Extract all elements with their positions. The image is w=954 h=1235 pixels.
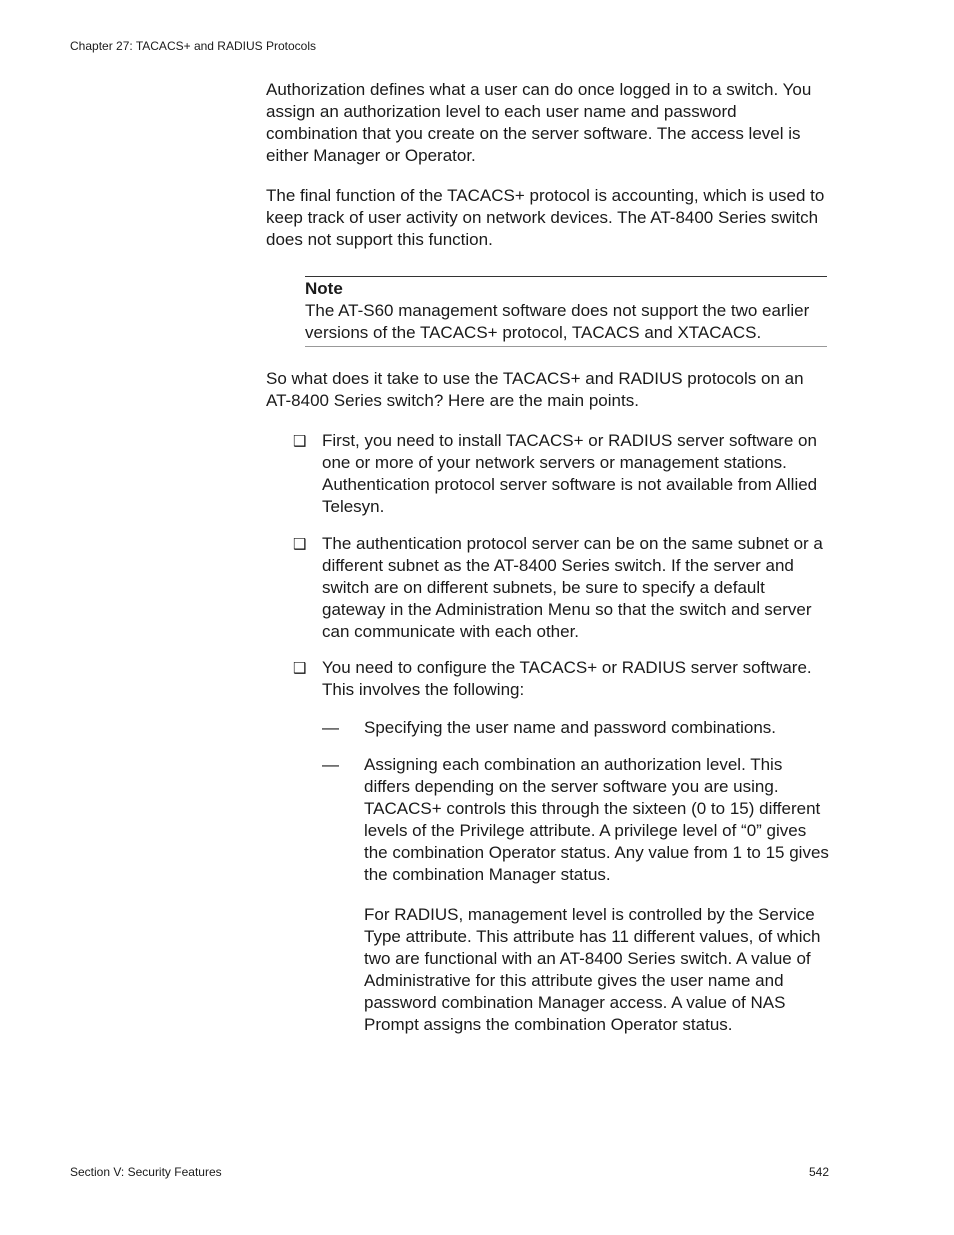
running-header: Chapter 27: TACACS+ and RADIUS Protocols: [70, 39, 316, 53]
footer-section: Section V: Security Features: [70, 1165, 222, 1179]
sub-item-radius-paragraph: For RADIUS, management level is controlled by the Service Type attribute. This attribute has 11 different values, of which two are functional with an AT-8400 Series switch. A value of Administrative for this attribute gives the user name and password combination Manager access. A value of NAS Prompt assigns the combination Operator status.: [364, 905, 821, 1034]
sub-item-authorization-level: Assigning each combination an authorization level. This differs depending on the server software you are using. TACACS+ controls this through the sixteen (0 to 15) different levels of the Privilege attribute. A privilege level of “0” gives the combination Operator status. Any value from 1 to 15 gives the combination Manager status.: [364, 755, 829, 884]
sub-item-combinations: Specifying the user name and password combinations.: [364, 718, 777, 737]
checkbox-bullet-icon: ❑: [293, 535, 307, 553]
note-text: The AT-S60 management software does not support the two earlier versions of the TACACS+ protocol, TACACS and XTACACS.: [305, 301, 810, 342]
note-title: Note: [305, 279, 343, 298]
paragraph-accounting: The final function of the TACACS+ protocol is accounting, which is used to keep track of user activity on network devices. The AT-8400 Series switch does not support this function.: [266, 186, 825, 249]
checkbox-bullet-icon: ❑: [293, 432, 307, 450]
paragraph-authorization: Authorization defines what a user can do once logged in to a switch. You assign an authorization level to each user name and password combination that you create on the server software. The access level is either Manager or Operator.: [266, 80, 812, 165]
dash-bullet: —: [322, 755, 339, 774]
bullet-item-install: First, you need to install TACACS+ or RADIUS server software on one or more of your network servers or management stations. Authentication protocol server software is not available from Allied Telesyn.: [322, 431, 818, 516]
bullet-item-subnet: The authentication protocol server can be on the same subnet or a different subnet as the AT-8400 Series switch. If the server and switch are on different subnets, be sure to specify a default gateway in the Administration Menu so that the switch and server can communicate with each other.: [322, 534, 823, 641]
paragraph-intro: So what does it take to use the TACACS+ and RADIUS protocols on an AT-8400 Series switch? Here are the main points.: [266, 369, 804, 410]
bullet-item-configure: You need to configure the TACACS+ or RADIUS server software. This involves the following:: [322, 658, 812, 699]
note-box: [305, 276, 827, 347]
dash-bullet: —: [322, 718, 339, 737]
page-number: 542: [809, 1165, 830, 1179]
checkbox-bullet-icon: ❑: [293, 659, 307, 677]
